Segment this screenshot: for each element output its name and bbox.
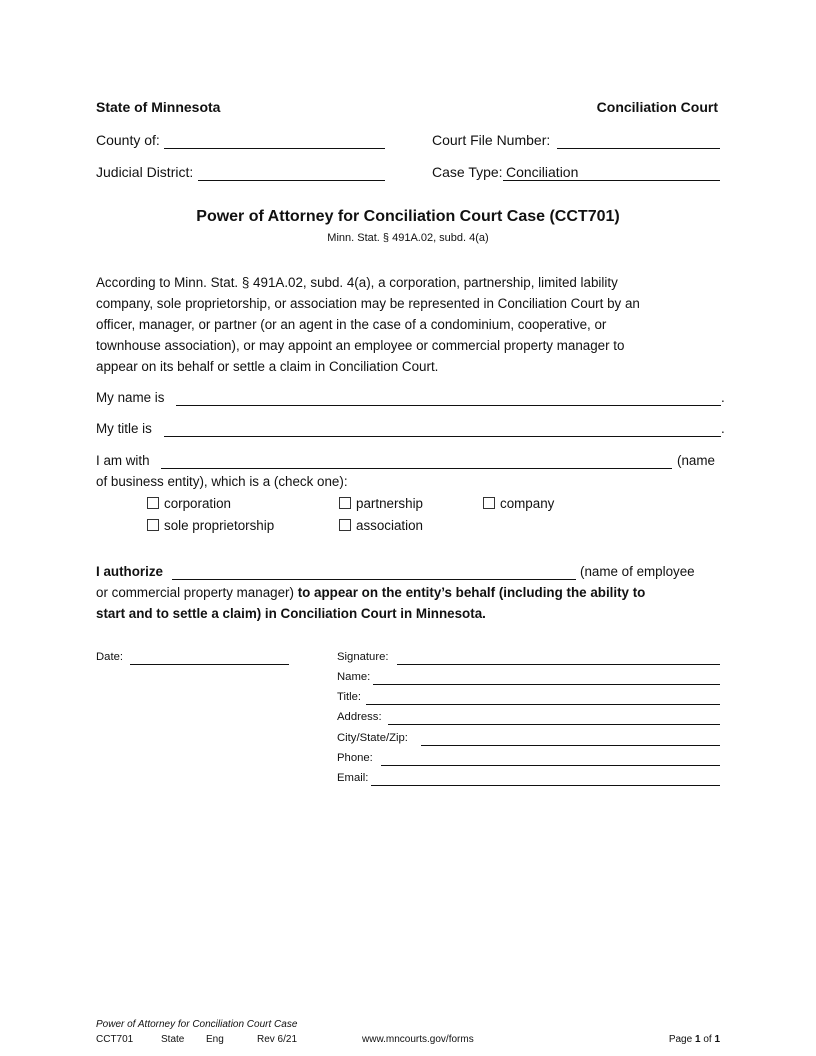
entity-suffix: (name bbox=[677, 453, 715, 468]
intro-line: company, sole proprietorship, or association may be represented in Conciliation Court by an bbox=[96, 296, 640, 311]
intro-line: According to Minn. Stat. § 491A.02, subd. 4(a), a corporation, partnership, limited lability bbox=[96, 275, 618, 290]
signer-title-field[interactable] bbox=[366, 704, 720, 705]
address-label: Address: bbox=[337, 711, 382, 723]
date-field[interactable] bbox=[130, 664, 289, 665]
page-of: of bbox=[703, 1034, 712, 1045]
address-field[interactable] bbox=[388, 724, 720, 725]
email-label: Email: bbox=[337, 772, 369, 784]
signer-name-label: Name: bbox=[337, 671, 371, 683]
checkbox-label: association bbox=[356, 518, 423, 533]
email-field[interactable] bbox=[371, 785, 720, 786]
case-type-value[interactable]: Conciliation bbox=[506, 164, 579, 180]
checkbox-icon[interactable] bbox=[339, 519, 351, 531]
court-file-label: Court File Number: bbox=[432, 132, 551, 148]
name-field[interactable] bbox=[176, 405, 721, 406]
authorize-line-2-bold: to appear on the entity’s behalf (including the ability to bbox=[297, 585, 646, 600]
checkbox-icon[interactable] bbox=[147, 519, 159, 531]
intro-line: officer, manager, or partner (or an agent in the case of a condominium, cooperative, or bbox=[96, 317, 607, 332]
authorize-label: I authorize bbox=[96, 564, 163, 579]
case-type-label: Case Type: bbox=[432, 164, 503, 180]
entity-label: I am with bbox=[96, 453, 150, 468]
title-field[interactable] bbox=[164, 436, 721, 437]
phone-label: Phone: bbox=[337, 752, 373, 764]
intro-line: townhouse association), or may appoint an employee or commercial property manager to bbox=[96, 338, 625, 353]
authorize-suffix: (name of employee bbox=[580, 564, 695, 579]
authorize-line-3: start and to settle a claim) in Conciliation Court in Minnesota. bbox=[96, 606, 486, 621]
intro-line: appear on its behalf or settle a claim in Conciliation Court. bbox=[96, 359, 439, 374]
checkbox-association[interactable] bbox=[339, 518, 423, 533]
footer-url[interactable]: www.mncourts.gov/forms bbox=[362, 1034, 474, 1045]
name-period: . bbox=[721, 390, 725, 405]
statute-reference: Minn. Stat. § 491A.02, subd. 4(a) bbox=[327, 232, 489, 244]
footer-page-number bbox=[669, 1034, 720, 1045]
case-type-field[interactable] bbox=[503, 180, 720, 181]
state-label: State of Minnesota bbox=[96, 99, 221, 115]
footer-revision: Rev 6/21 bbox=[257, 1034, 298, 1045]
page-current: 1 bbox=[694, 1034, 701, 1045]
signature-label: Signature: bbox=[337, 651, 389, 663]
page-title: Power of Attorney for Conciliation Court Case (CCT701) bbox=[196, 208, 620, 225]
checkbox-label: sole proprietorship bbox=[164, 518, 275, 533]
authorized-person-field[interactable] bbox=[172, 579, 576, 580]
checkbox-icon[interactable] bbox=[483, 497, 495, 509]
checkbox-icon[interactable] bbox=[147, 497, 159, 509]
checkbox-partnership[interactable] bbox=[339, 496, 423, 511]
checkbox-label: corporation bbox=[164, 496, 231, 511]
checkbox-company[interactable] bbox=[483, 496, 554, 511]
county-field[interactable] bbox=[164, 148, 385, 149]
court-label: Conciliation Court bbox=[596, 99, 718, 115]
page-prefix: Page bbox=[668, 1034, 693, 1045]
city-state-zip-field[interactable] bbox=[421, 745, 720, 746]
title-label: My title is bbox=[96, 421, 152, 436]
city-state-zip-label: City/State/Zip: bbox=[337, 732, 408, 744]
court-file-field[interactable] bbox=[557, 148, 720, 149]
entity-type-prompt: of business entity), which is a (check one): bbox=[96, 474, 348, 489]
signer-name-field[interactable] bbox=[373, 684, 720, 685]
authorize-line-2-plain: or commercial property manager) bbox=[96, 585, 294, 600]
checkbox-label: company bbox=[500, 496, 555, 511]
name-label: My name is bbox=[96, 390, 165, 405]
page-total: 1 bbox=[714, 1034, 720, 1045]
district-field[interactable] bbox=[198, 180, 385, 181]
footer-jurisdiction: State bbox=[161, 1034, 185, 1045]
entity-field[interactable] bbox=[161, 468, 672, 469]
authorize-line-2 bbox=[96, 585, 645, 600]
checkbox-corporation[interactable] bbox=[147, 496, 231, 511]
county-label: County of: bbox=[96, 132, 160, 148]
phone-field[interactable] bbox=[381, 765, 720, 766]
footer-language: Eng bbox=[206, 1034, 224, 1045]
intro-paragraph bbox=[96, 272, 736, 377]
footer-code: CCT701 bbox=[96, 1034, 134, 1045]
signer-title-label: Title: bbox=[337, 691, 362, 703]
signature-field[interactable] bbox=[397, 664, 720, 665]
checkbox-icon[interactable] bbox=[339, 497, 351, 509]
title-period: . bbox=[721, 421, 725, 436]
checkbox-label: partnership bbox=[356, 496, 423, 511]
district-label: Judicial District: bbox=[96, 164, 194, 180]
footer-form-title: Power of Attorney for Conciliation Court Case bbox=[96, 1019, 298, 1030]
date-label: Date: bbox=[96, 651, 124, 663]
checkbox-sole-proprietorship[interactable] bbox=[147, 518, 274, 533]
